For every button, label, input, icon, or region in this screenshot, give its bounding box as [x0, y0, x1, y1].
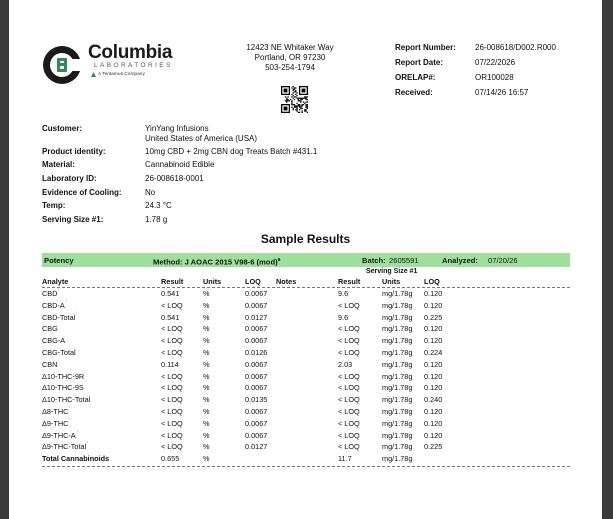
cell-s-result: < LOQ	[338, 336, 360, 346]
cell-result: 0.114	[161, 359, 179, 369]
cell-loq: 0.0067	[245, 430, 268, 440]
cell-s-loq: 0.225	[424, 312, 443, 322]
cell-s-units: mg/1.78g	[382, 300, 413, 310]
cell-s-loq: 0.120	[424, 359, 443, 369]
cell-analyte: CBN	[42, 359, 58, 369]
cell-analyte: Δ10-THC-9S	[42, 383, 84, 393]
info-label: Material:	[42, 160, 75, 169]
report-meta-label: ORELAP#:	[395, 73, 436, 82]
cell-units: %	[203, 395, 210, 405]
cell-units: %	[203, 348, 210, 357]
cell-analyte: CBG	[42, 324, 58, 334]
info-value: 26-008618-0001	[145, 174, 204, 183]
cell-s-loq: 0.120	[424, 289, 443, 298]
address-line: Portland, OR 97230	[254, 53, 326, 62]
cell-loq: 0.0067	[245, 371, 268, 381]
potency-label: Potency	[44, 256, 74, 265]
address-line: 12423 NE Whitaker Way	[246, 43, 334, 52]
cell-s-result: 11.7	[338, 454, 352, 464]
cell-loq: 0.0067	[245, 359, 268, 369]
cell-result: < LOQ	[161, 371, 183, 381]
cell-analyte: Δ8-THC	[42, 407, 69, 416]
batch-label: Batch:	[362, 256, 386, 265]
info-value: No	[145, 188, 156, 197]
cell-units: %	[203, 336, 210, 346]
cell-s-loq: 0.240	[424, 395, 443, 405]
table-row	[42, 406, 570, 417]
cell-s-units: mg/1.78g	[382, 312, 413, 322]
table-row	[42, 441, 570, 452]
cell-loq: 0.0127	[245, 312, 268, 322]
report-meta-value: OR100028	[475, 73, 514, 82]
cell-s-units: mg/1.78g	[382, 407, 413, 416]
cell-analyte: CBD-A	[42, 300, 65, 310]
cell-s-result: < LOQ	[338, 430, 360, 440]
cell-loq: 0.0067	[245, 418, 268, 428]
address-line: 503-254-1794	[265, 63, 315, 72]
cell-s-loq: 0.120	[424, 383, 443, 393]
cell-analyte: Δ10-THC-9R	[42, 371, 85, 381]
info-value: YinYang Infusions	[145, 124, 209, 133]
table-row	[42, 382, 570, 393]
cell-analyte: Total Cannabinoids	[42, 454, 110, 464]
cell-s-result: < LOQ	[338, 300, 360, 310]
cell-loq: 0.0067	[245, 289, 268, 298]
table-bottom-divider	[42, 466, 570, 467]
table-row	[42, 430, 570, 441]
qr-code-icon	[281, 86, 308, 113]
table-row	[42, 300, 570, 311]
col-serving-result: Result	[338, 277, 361, 286]
batch-value: 2605591	[389, 256, 419, 265]
report-meta-value: 07/22/2026	[475, 58, 516, 67]
col-analyte: Analyte	[42, 277, 69, 286]
cell-result: < LOQ	[161, 383, 183, 393]
cell-result: < LOQ	[161, 348, 183, 357]
cell-result: < LOQ	[161, 430, 183, 440]
report-meta-value: 07/14/26 16:57	[475, 88, 529, 97]
cell-s-units: mg/1.78g	[382, 418, 413, 428]
cell-units: %	[203, 359, 210, 369]
cell-s-loq: 0.120	[424, 324, 443, 334]
lab-address	[235, 43, 345, 73]
table-row	[42, 323, 570, 334]
lab-sub: LABORATORIES	[94, 62, 173, 69]
cell-s-loq: 0.225	[424, 442, 443, 452]
info-label: Temp:	[42, 201, 66, 210]
cell-mark: ⁱ	[77, 429, 79, 436]
cell-result: 0.655	[161, 454, 180, 464]
col-serving-loq: LOQ	[424, 277, 440, 286]
table-row	[42, 394, 570, 405]
table-header	[42, 276, 570, 287]
info-label: Evidence of Cooling:	[42, 188, 122, 197]
cell-s-units: mg/1.78g	[382, 383, 413, 393]
cell-units: %	[203, 371, 210, 381]
cell-s-result: < LOQ	[338, 383, 360, 393]
cell-mark: ⁱ	[69, 417, 71, 424]
cell-units: %	[203, 312, 210, 322]
cell-units: %	[203, 289, 210, 298]
cell-mark: ⁱ	[58, 288, 60, 294]
report-meta-value: 26-008618/D002.R000	[475, 43, 556, 52]
cell-result: < LOQ	[161, 336, 183, 346]
cell-units: %	[203, 300, 210, 310]
info-label: Customer:	[42, 124, 83, 133]
analyzed-label: Analyzed:	[442, 256, 478, 265]
table-row	[42, 359, 570, 370]
cell-loq: 0.0067	[245, 407, 268, 416]
cell-s-result: < LOQ	[338, 442, 360, 452]
cell-loq: 0.0067	[245, 300, 268, 310]
cell-result: < LOQ	[161, 407, 183, 416]
col-loq: LOQ	[245, 277, 261, 286]
cell-loq: 0.0067	[245, 383, 268, 393]
info-value: 1.78 g	[145, 215, 168, 224]
cell-units: %	[203, 324, 210, 334]
cell-mark: ⁱ	[66, 299, 68, 306]
cell-s-loq: 0.120	[424, 336, 443, 346]
info-value: 10mg CBD + 2mg CBN dog Treats Batch #431.1	[145, 147, 318, 156]
cell-s-units: mg/1.78g	[382, 289, 413, 298]
cell-s-units: mg/1.78g	[382, 348, 413, 357]
cell-loq: 0.0127	[245, 442, 268, 452]
cell-s-units: mg/1.78g	[382, 454, 413, 464]
cell-s-units: mg/1.78g	[382, 442, 413, 452]
cell-mark: ⁱ	[69, 406, 71, 412]
cell-result: < LOQ	[161, 418, 183, 428]
cell-units: %	[203, 442, 210, 452]
lab-name: Columbia	[88, 42, 173, 63]
cell-analyte: CBG-A	[42, 336, 66, 346]
cell-analyte: CBG-Total	[42, 348, 76, 357]
cell-loq: 0.0067	[245, 336, 268, 346]
cell-s-result: < LOQ	[338, 324, 360, 334]
cell-s-result: < LOQ	[338, 395, 360, 405]
cell-mark: ⁱ	[87, 441, 89, 448]
cell-s-units: mg/1.78g	[382, 371, 413, 381]
cell-s-units: mg/1.78g	[382, 359, 413, 369]
analyzed-value: 07/20/26	[488, 256, 518, 265]
info-value: 24.3 °C	[145, 201, 172, 210]
table-row	[42, 335, 570, 346]
cell-s-result: < LOQ	[338, 418, 360, 428]
columbia-logo-icon	[42, 45, 82, 85]
report-meta-label: Received:	[395, 88, 433, 97]
table-row	[42, 453, 570, 464]
cell-result: < LOQ	[161, 442, 183, 452]
cell-units: %	[203, 454, 210, 464]
cell-result: < LOQ	[161, 300, 183, 310]
method-label: Method: J AOAC 2015 V98-6 (mod)$^a$	[153, 257, 281, 267]
cell-s-result: 9.6	[338, 312, 349, 322]
info-label: Product identity:	[42, 147, 106, 156]
cell-s-units: mg/1.78g	[382, 430, 413, 440]
section-title: Sample Results	[260, 232, 351, 246]
cell-s-loq: 0.120	[424, 430, 443, 440]
table-row	[42, 347, 570, 358]
cell-result: 0.541	[161, 312, 180, 322]
cell-analyte: Δ9-THC-A	[42, 430, 76, 440]
cell-s-loq: 0.224	[424, 348, 443, 357]
cell-s-result: 9.6	[338, 289, 349, 298]
cell-analyte: Δ9-THC	[42, 418, 69, 428]
table-row	[42, 371, 570, 382]
tentamus-icon	[91, 72, 96, 77]
cell-s-units: mg/1.78g	[382, 324, 413, 334]
cell-analyte: CBD	[42, 289, 58, 298]
serving-header: Serving Size #1	[366, 268, 418, 275]
potency-band	[42, 253, 570, 267]
cell-loq: 0.0067	[245, 324, 268, 334]
info-value: Cannabinoid Edible	[145, 160, 215, 169]
cell-units: %	[203, 383, 210, 393]
col-result: Result	[161, 277, 184, 286]
table-row	[42, 312, 570, 323]
cell-s-result: < LOQ	[338, 348, 360, 357]
info-label: Laboratory ID:	[42, 174, 97, 183]
cell-analyte: Δ10-THC-Total	[42, 395, 91, 405]
cell-s-loq: 0.120	[424, 407, 443, 416]
cell-mark: ⁱ	[76, 311, 78, 318]
cell-result: 0.541	[161, 289, 180, 298]
cell-result: < LOQ	[161, 395, 183, 405]
col-units: Units	[203, 277, 222, 286]
cell-units: %	[203, 418, 210, 428]
cell-s-result: 2.03	[338, 359, 353, 369]
cell-analyte: CBD-Total	[42, 312, 76, 322]
cell-result: < LOQ	[161, 324, 183, 334]
cell-s-result: < LOQ	[338, 371, 360, 381]
cell-s-loq: 0.120	[424, 418, 443, 428]
cell-analyte: Δ9-THC-Total	[42, 442, 87, 452]
report-meta-label: Report Number:	[395, 43, 456, 52]
report-page	[9, 0, 602, 519]
cell-loq: 0.0135	[245, 395, 268, 405]
cell-s-loq: 0.120	[424, 300, 443, 310]
lab-tagline: A Tentamus Company	[98, 72, 145, 77]
cell-s-units: mg/1.78g	[382, 395, 413, 405]
cell-s-result: < LOQ	[338, 407, 360, 416]
info-value: United States of America (USA)	[145, 134, 258, 143]
cell-units: %	[203, 430, 210, 440]
table-row	[42, 288, 570, 299]
info-label: Serving Size #1:	[42, 215, 104, 224]
col-notes: Notes	[276, 277, 297, 286]
cell-s-units: mg/1.78g	[382, 336, 413, 346]
report-meta-label: Report Date:	[395, 58, 444, 67]
cell-units: %	[203, 407, 210, 416]
cell-s-loq: 0.120	[424, 371, 443, 381]
table-row	[42, 418, 570, 429]
col-serving-units: Units	[382, 277, 401, 286]
cell-loq: 0.0126	[245, 348, 268, 357]
